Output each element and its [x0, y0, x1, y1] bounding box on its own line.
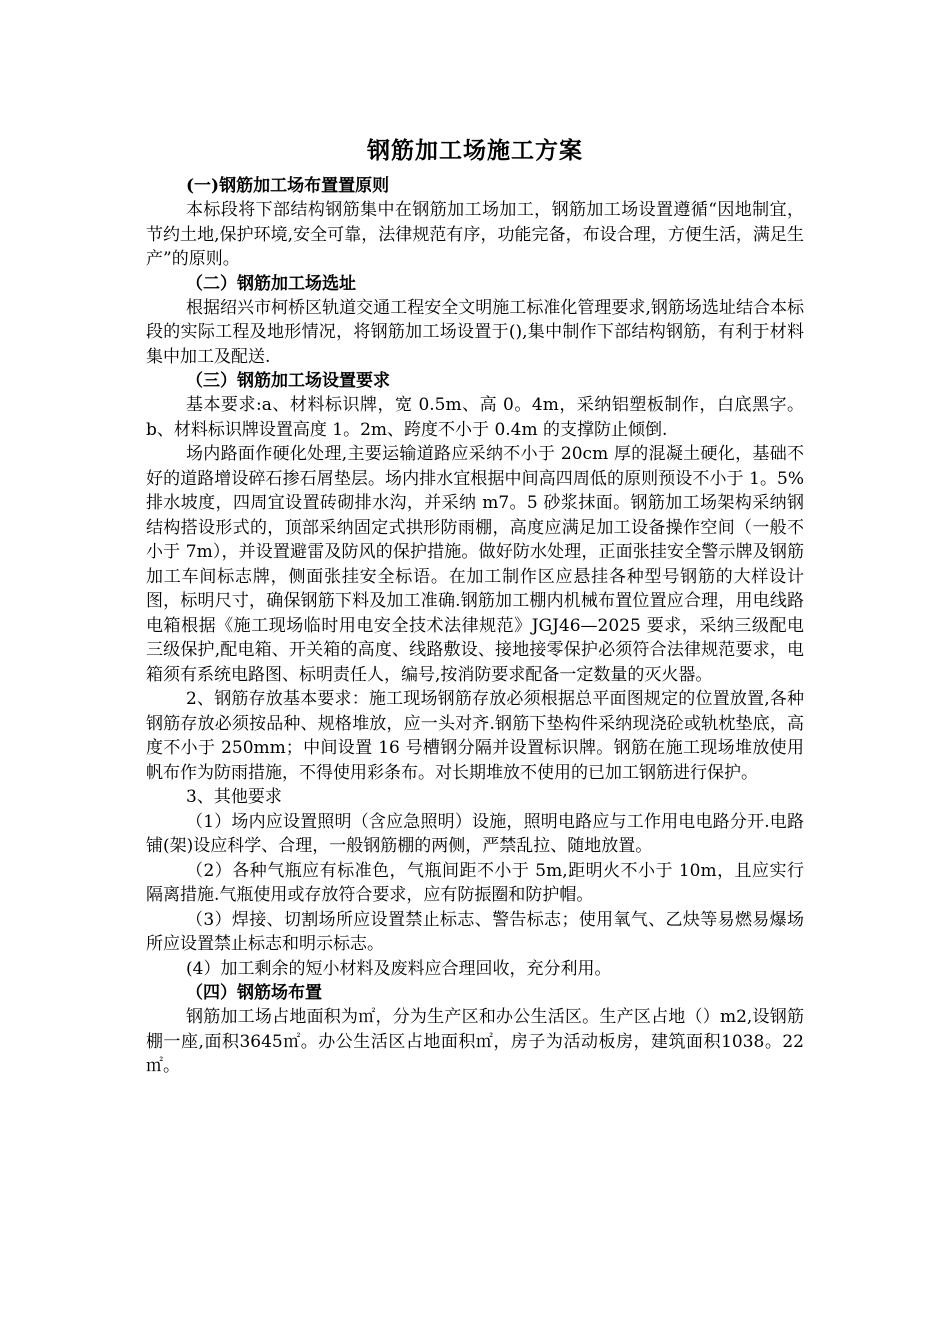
paragraph-basic-requirements: 基本要求:a、材料标识牌，宽 0.5m、高 0。4m，采纳铝塑板制作，白底黑字。b、材料标识牌设置高度 1。2m、跨度不小于 0.4m 的支撑防止倾倒. [146, 395, 804, 440]
document-page [146, 128, 804, 1079]
section-heading-3: （三）钢筋加工场设置要求 [186, 371, 390, 391]
paragraph-item-1-lighting: （1）场内应设置照明（含应急照明）设施，照明电路应与工作用电电路分开.电路铺(架)设应科学、合理，一般钢筋棚的两侧，严禁乱拉、随地放置。 [146, 811, 804, 856]
paragraph-road-hardening: 场内路面作硬化处理,主要运输道路应采纳不小于 20cm 厚的混凝土硬化，基础不好的道路增设碎石掺石屑垫层。场内排水宜根据中间高四周低的原则预设不小于 1。5%排水坡度，四周宜设置砖砌排水沟，并采纳 m7。5 砂浆抹面。钢筋加工场架构采纳钢结构搭设形式的，顶部采纳固定式拱形防雨棚，高度应满足加工设备操作空间（一般不小于 7m），并设置避雷及防风的保护措施。做好防水处理，正面张挂安全警示牌及钢筋加工车间标志牌，侧面张挂安全标语。在加工制作区应悬挂各种型号钢筋的大样设计图，标明尺寸，确保钢筋下料及加工准确.钢筋加工棚内机械布置位置应合理，用电线路电箱根据《施工现场临时用电安全技术法律规范》JGJ46—2025 要求，采纳三级配电三级保护,配电箱、开关箱的高度、线路敷设、接地接零保护必须符合法律规范要求，电箱须有系统电路图、标明责任人，编号,按消防要求配备一定数量的灭火器。 [146, 444, 804, 685]
paragraph-principles: 本标段将下部结构钢筋集中在钢筋加工场加工，钢筋加工场设置遵循“因地制宜，节约土地,保护环境,安全可靠，法律规范有序，功能完备，布设合理，方便生活，满足生产”的原则。 [146, 200, 804, 269]
paragraph-site-selection: 根据绍兴市柯桥区轨道交通工程安全文明施工标准化管理要求,钢筋场选址结合本标段的实际工程及地形情况，将钢筋加工场设置于(),集中制作下部结构钢筋，有利于材料集中加工及配送. [146, 297, 804, 367]
page-title: 钢筋加工场施工方案 [367, 137, 583, 164]
paragraph-item-2-gas-cylinders: （2）各种气瓶应有标准色，气瓶间距不小于 5m,距明火不小于 10m，且应实行隔离措施.气瓶使用或存放符合要求，应有防振圈和防护帽。 [146, 860, 804, 905]
paragraph-rebar-storage: 2、钢筋存放基本要求：施工现场钢筋存放必须根据总平面图规定的位置放置,各种钢筋存放必须按品种、规格堆放，应一头对齐.钢筋下垫构件采纳现浇砼或轨枕垫底，高度不小于 250mm；中间设置 16 号槽钢分隔并设置标识牌。钢筋在施工现场堆放使用帆布作为防雨措施，不得使用彩条布。对长期堆放不使用的已加工钢筋进行保护。 [146, 689, 804, 783]
paragraph-item-4-recycling: (4）加工剩余的短小材料及废料应合理回收，充分利用。 [186, 958, 612, 979]
paragraph-site-layout: 钢筋加工场占地面积为㎡，分为生产区和办公生活区。生产区占地（）m2,设钢筋棚一座,面积3645㎡。办公生活区占地面积㎡，房子为活动板房，建筑面积1038。22㎡。 [146, 1007, 804, 1076]
section-heading-1: (一)钢筋加工场布置置原则 [186, 176, 390, 196]
section-heading-2: （二）钢筋加工场选址 [186, 273, 356, 294]
paragraph-item-3-welding: （3）焊接、切割场所应设置禁止标志、警告标志；使用氧气、乙炔等易燃易爆场所应设置禁止标志和明示标志。 [146, 909, 804, 954]
section-heading-4: （四）钢筋场布置 [186, 983, 322, 1003]
paragraph-other-requirements: 3、其他要求 [186, 787, 282, 807]
